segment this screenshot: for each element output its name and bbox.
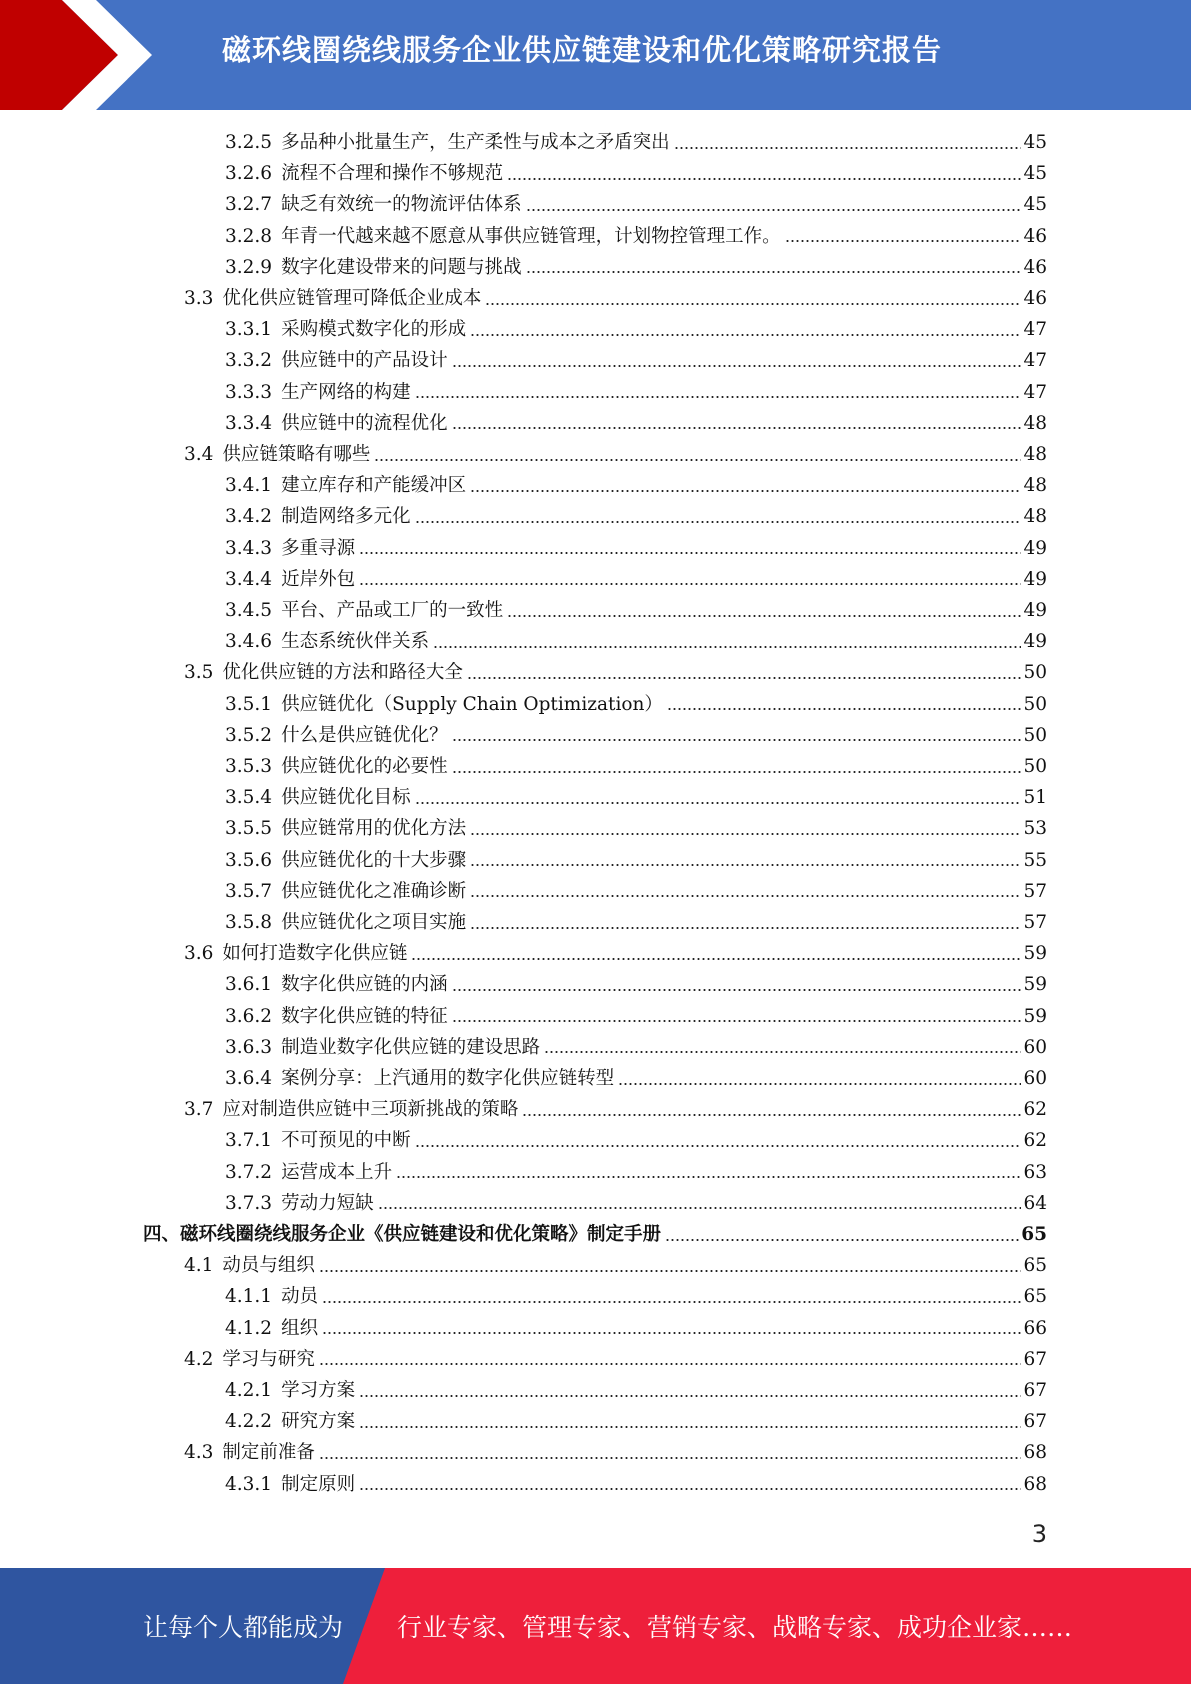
toc-dot-leader	[319, 1446, 1022, 1460]
toc-entry-page: 47	[1023, 350, 1047, 372]
toc-entry-title: 供应链优化的必要性	[281, 756, 448, 777]
toc-entry[interactable]	[184, 283, 1047, 314]
toc-entry[interactable]	[225, 720, 1047, 751]
toc-entry-title: 劳动力短缺	[281, 1192, 374, 1214]
toc-entry-number: 3.2.9	[225, 256, 273, 278]
toc-entry-page: 45	[1023, 132, 1047, 153]
toc-dot-leader	[415, 385, 1022, 399]
toc-entry-page: 57	[1023, 912, 1047, 933]
toc-entry[interactable]	[225, 221, 1047, 252]
toc-dot-leader	[452, 354, 1022, 368]
toc-entry-page: 63	[1023, 1161, 1047, 1183]
toc-entry-page: 48	[1023, 412, 1047, 434]
toc-entry[interactable]	[225, 813, 1047, 844]
toc-entry-number: 3.7.3	[225, 1192, 273, 1214]
toc-entry-page: 46	[1023, 256, 1047, 278]
toc-entry-number: 3.5.5	[225, 818, 273, 840]
toc-entry-page: 50	[1023, 756, 1047, 777]
toc-entry[interactable]	[225, 595, 1047, 626]
toc-entry-page: 48	[1023, 444, 1047, 465]
toc-dot-leader	[470, 479, 1021, 493]
toc-entry-number: 3.2.6	[225, 163, 273, 185]
toc-entry-page: 67	[1023, 1348, 1047, 1370]
toc-entry[interactable]	[225, 1313, 1047, 1344]
toc-dot-leader	[674, 136, 1022, 150]
toc-entry-title: 案例分享：上汽通用的数字化供应链转型	[281, 1068, 615, 1089]
toc-entry-title: 四、磁环线圈绕线服务企业《供应链建设和优化策略》制定手册	[143, 1224, 662, 1245]
toc-dot-leader	[485, 292, 1021, 306]
toc-entry-title: 供应链中的产品设计	[281, 350, 448, 372]
header-banner	[0, 0, 1191, 110]
toc-entry-number: 3.5.2	[225, 724, 273, 746]
toc-entry[interactable]	[225, 1469, 1047, 1500]
toc-entry[interactable]	[184, 1094, 1047, 1125]
toc-dot-leader	[452, 416, 1022, 430]
toc-entry[interactable]	[225, 127, 1047, 158]
toc-dot-leader	[470, 323, 1021, 337]
toc-entry-title: 制定原则	[281, 1473, 356, 1495]
toc-entry[interactable]	[225, 751, 1047, 782]
toc-entry-title: 运营成本上升	[281, 1161, 393, 1183]
toc-entry-number: 3.5.4	[225, 787, 273, 809]
toc-entry-page: 62	[1023, 1099, 1047, 1121]
toc-dot-leader	[526, 198, 1022, 212]
toc-entry[interactable]	[225, 1001, 1047, 1032]
toc-entry-number: 4.3	[184, 1442, 214, 1464]
toc-dot-leader	[507, 604, 1021, 618]
toc-entry[interactable]	[225, 408, 1047, 439]
toc-entry-page: 53	[1023, 818, 1047, 840]
toc-entry[interactable]	[225, 1063, 1047, 1094]
toc-entry-title: 数字化建设带来的问题与挑战	[281, 256, 522, 278]
toc-dot-leader	[470, 916, 1021, 930]
toc-entry[interactable]	[225, 158, 1047, 189]
toc-entry-title: 年青一代越来越不愿意从事供应链管理，计划物控管理工作。	[281, 225, 781, 247]
toc-entry-number: 3.4	[184, 444, 214, 465]
toc-entry-page: 48	[1023, 506, 1047, 528]
toc-entry-page: 50	[1023, 724, 1047, 746]
toc-dot-leader	[415, 791, 1022, 805]
toc-entry[interactable]	[225, 501, 1047, 532]
toc-entry-page: 49	[1023, 568, 1047, 590]
toc-entry-title: 供应链策略有哪些	[222, 444, 371, 465]
toc-entry-title: 不可预见的中断	[281, 1130, 411, 1152]
toc-entry-page: 68	[1023, 1473, 1047, 1495]
toc-entry-page: 64	[1023, 1192, 1047, 1214]
toc-entry-number: 3.6.3	[225, 1036, 273, 1058]
toc-entry-page: 65	[1021, 1224, 1047, 1245]
toc-entry-number: 3.5.1	[225, 693, 273, 715]
toc-entry-page: 68	[1023, 1442, 1047, 1464]
toc-entry[interactable]	[225, 1281, 1047, 1312]
toc-entry-title: 研究方案	[281, 1411, 356, 1433]
toc-entry-page: 60	[1023, 1036, 1047, 1058]
page-number: 3	[1031, 1520, 1047, 1548]
toc-entry[interactable]	[225, 533, 1047, 564]
toc-dot-leader	[359, 1477, 1021, 1491]
toc-dot-leader	[452, 728, 1022, 742]
toc-entry-page: 65	[1023, 1286, 1047, 1308]
toc-entry-title: 多品种小批量生产，生产柔性与成本之矛盾突出	[281, 132, 670, 153]
toc-entry-title: 生态系统伙伴关系	[281, 631, 430, 653]
toc-entry[interactable]	[184, 1437, 1047, 1468]
toc-entry-page: 59	[1023, 943, 1047, 965]
toc-entry[interactable]	[225, 470, 1047, 501]
toc-entry-page: 60	[1023, 1068, 1047, 1089]
toc-entry-number: 3.6.2	[225, 1005, 273, 1027]
toc-dot-leader	[667, 697, 1022, 711]
toc-entry-number: 3.5.3	[225, 756, 273, 777]
toc-dot-leader	[544, 1040, 1021, 1054]
toc-dot-leader	[785, 229, 1022, 243]
toc-entry-page: 45	[1023, 194, 1047, 216]
footer-slogan-left: 让每个人都能成为	[143, 1613, 344, 1642]
toc-entry-number: 3.7	[184, 1099, 214, 1121]
toc-entry-title: 缺乏有效统一的物流评估体系	[281, 194, 522, 216]
toc-entry-title: 流程不合理和操作不够规范	[281, 163, 504, 185]
toc-entry-page: 46	[1023, 225, 1047, 247]
toc-entry-title: 采购模式数字化的形成	[281, 319, 467, 341]
toc-entry-page: 55	[1023, 849, 1047, 871]
toc-entry-number: 3.2.8	[225, 225, 273, 247]
toc-entry-number: 3.2.5	[225, 132, 273, 153]
toc-entry-title: 应对制造供应链中三项新挑战的策略	[222, 1099, 519, 1121]
toc-dot-leader	[470, 853, 1021, 867]
toc-dot-leader	[319, 1259, 1022, 1273]
toc-dot-leader	[452, 1009, 1022, 1023]
toc-entry-number: 3.4.2	[225, 506, 273, 528]
toc-dot-leader	[522, 1103, 1021, 1117]
toc-dot-leader	[359, 541, 1021, 555]
toc-entry-title: 优化供应链的方法和路径大全	[222, 662, 463, 684]
toc-dot-leader	[322, 1290, 1021, 1304]
toc-entry-title: 优化供应链管理可降低企业成本	[222, 288, 482, 309]
toc-entry-number: 4.2.1	[225, 1380, 273, 1401]
toc-entry[interactable]	[225, 314, 1047, 345]
toc-entry-number: 3.3.3	[225, 381, 273, 403]
toc-entry-title: 什么是供应链优化？	[281, 724, 448, 746]
toc-entry-number: 4.1.2	[225, 1317, 273, 1339]
toc-entry[interactable]	[225, 969, 1047, 1000]
toc-entry-title: 建立库存和产能缓冲区	[281, 475, 467, 497]
toc-entry-title: 数字化供应链的特征	[281, 1005, 448, 1027]
toc-entry[interactable]	[225, 845, 1047, 876]
toc-entry[interactable]	[225, 1406, 1047, 1437]
toc-entry[interactable]	[225, 377, 1047, 408]
toc-entry-page: 50	[1023, 662, 1047, 684]
toc-entry-title: 多重寻源	[281, 537, 356, 559]
toc-dot-leader	[433, 635, 1021, 649]
toc-entry[interactable]	[225, 782, 1047, 813]
toc-entry-title: 组织	[281, 1317, 319, 1339]
toc-entry[interactable]	[184, 938, 1047, 969]
toc-dot-leader	[319, 1352, 1022, 1366]
toc-entry-title: 近岸外包	[281, 568, 356, 590]
toc-entry-page: 67	[1023, 1411, 1047, 1433]
toc-entry-title: 数字化供应链的内涵	[281, 974, 448, 996]
toc-entry[interactable]	[225, 1125, 1047, 1156]
toc-entry-number: 4.1	[184, 1255, 214, 1277]
toc-entry-title: 供应链优化之准确诊断	[281, 880, 467, 902]
toc-entry-page: 47	[1023, 319, 1047, 341]
toc-dot-leader	[411, 947, 1021, 961]
toc-dot-leader	[618, 1072, 1021, 1086]
toc-entry-title: 学习方案	[281, 1380, 356, 1401]
toc-entry-page: 46	[1023, 288, 1047, 309]
toc-entry-page: 49	[1023, 537, 1047, 559]
toc-entry-number: 3.6.1	[225, 974, 273, 996]
toc-dot-leader	[378, 1196, 1022, 1210]
toc-entry[interactable]	[225, 907, 1047, 938]
toc-entry-title: 如何打造数字化供应链	[222, 943, 408, 965]
toc-entry-number: 4.3.1	[225, 1473, 273, 1495]
toc-entry-title: 制造网络多元化	[281, 506, 411, 528]
toc-entry-number: 3.6	[184, 943, 214, 965]
toc-entry-title: 供应链优化目标	[281, 787, 411, 809]
toc-entry-title: 供应链常用的优化方法	[281, 818, 467, 840]
toc-entry-title: 学习与研究	[222, 1348, 315, 1370]
toc-dot-leader	[452, 760, 1022, 774]
toc-entry[interactable]	[184, 1250, 1047, 1281]
toc-entry[interactable]	[225, 689, 1047, 720]
toc-entry-title: 动员与组织	[222, 1255, 315, 1277]
toc-entry[interactable]	[225, 345, 1047, 376]
toc-entry-number: 3.3.2	[225, 350, 273, 372]
toc-entry-page: 48	[1023, 475, 1047, 497]
toc-dot-leader	[470, 822, 1021, 836]
toc-entry-page: 66	[1023, 1317, 1047, 1339]
toc-dot-leader	[359, 572, 1021, 586]
toc-entry[interactable]	[225, 1375, 1047, 1406]
toc-entry-page: 59	[1023, 974, 1047, 996]
toc-entry-title: 供应链优化（Supply Chain Optimization）	[281, 693, 663, 715]
toc-entry-page: 57	[1023, 880, 1047, 902]
toc-entry-title: 供应链优化的十大步骤	[281, 849, 467, 871]
toc-entry-number: 3.5.8	[225, 912, 273, 933]
toc-entry-title: 平台、产品或工厂的一致性	[281, 600, 504, 621]
toc-entry-page: 49	[1023, 631, 1047, 653]
toc-entry-title: 制造业数字化供应链的建设思路	[281, 1036, 541, 1058]
toc-entry[interactable]	[225, 876, 1047, 907]
toc-entry-page: 65	[1023, 1255, 1047, 1277]
toc-entry[interactable]	[225, 1188, 1047, 1219]
report-title: 磁环线圈绕线服务企业供应链建设和优化策略研究报告	[222, 33, 943, 67]
toc-entry[interactable]	[225, 1157, 1047, 1188]
toc-entry-number: 3.7.1	[225, 1130, 273, 1152]
toc-entry-number: 4.1.1	[225, 1286, 273, 1308]
toc-dot-leader	[470, 884, 1021, 898]
toc-entry[interactable]	[225, 626, 1047, 657]
toc-entry-number: 3.3.4	[225, 412, 273, 434]
toc-entry-number: 3.4.5	[225, 600, 273, 621]
toc-entry-number: 3.5.6	[225, 849, 273, 871]
toc-entry-number: 3.3.1	[225, 319, 273, 341]
toc-entry-title: 供应链中的流程优化	[281, 412, 448, 434]
toc-entry-page: 67	[1023, 1380, 1047, 1401]
toc-entry[interactable]	[143, 1219, 1047, 1250]
toc-entry[interactable]	[225, 189, 1047, 220]
toc-dot-leader	[396, 1165, 1021, 1179]
toc-entry-page: 62	[1023, 1130, 1047, 1152]
toc-entry-number: 3.4.4	[225, 568, 273, 590]
toc-entry-page: 51	[1023, 787, 1047, 809]
toc-dot-leader	[359, 1384, 1021, 1398]
toc-entry[interactable]	[184, 439, 1047, 470]
toc-dot-leader	[507, 167, 1021, 181]
toc-entry-number: 3.4.3	[225, 537, 273, 559]
toc-entry[interactable]	[184, 1344, 1047, 1375]
toc-dot-leader	[374, 448, 1021, 462]
toc-dot-leader	[415, 1134, 1022, 1148]
toc-entry[interactable]	[225, 252, 1047, 283]
toc-dot-leader	[322, 1321, 1021, 1335]
toc-entry-page: 47	[1023, 381, 1047, 403]
toc-entry-number: 4.2	[184, 1348, 214, 1370]
footer-banner	[0, 1568, 1191, 1684]
footer-slogan-right: 行业专家、管理专家、营销专家、战略专家、成功企业家……	[397, 1613, 1073, 1642]
toc-entry-number: 3.5.7	[225, 880, 273, 902]
toc-entry-page: 59	[1023, 1005, 1047, 1027]
toc-dot-leader	[526, 260, 1022, 274]
toc-entry[interactable]	[225, 1032, 1047, 1063]
toc-entry-number: 3.4.6	[225, 631, 273, 653]
toc-entry-number: 4.2.2	[225, 1411, 273, 1433]
toc-entry-number: 3.6.4	[225, 1068, 273, 1089]
toc-entry-title: 生产网络的构建	[281, 381, 411, 403]
toc-entry-number: 3.5	[184, 662, 214, 684]
toc-dot-leader	[467, 666, 1022, 680]
toc-entry-number: 3.2.7	[225, 194, 273, 216]
toc-entry-page: 50	[1023, 693, 1047, 715]
toc-dot-leader	[665, 1228, 1019, 1242]
toc-entry[interactable]	[184, 657, 1047, 688]
toc-dot-leader	[415, 510, 1022, 524]
toc-dot-leader	[359, 1415, 1021, 1429]
toc-entry-title: 供应链优化之项目实施	[281, 912, 467, 933]
toc-entry-title: 制定前准备	[222, 1442, 315, 1464]
toc-entry-title: 动员	[281, 1286, 319, 1308]
toc-entry-number: 3.7.2	[225, 1161, 273, 1183]
toc-entry-number: 3.3	[184, 288, 214, 309]
toc-entry-page: 49	[1023, 600, 1047, 621]
toc-entry-page: 45	[1023, 163, 1047, 185]
toc-dot-leader	[452, 978, 1022, 992]
toc-entry[interactable]	[225, 564, 1047, 595]
toc-entry-number: 3.4.1	[225, 475, 273, 497]
